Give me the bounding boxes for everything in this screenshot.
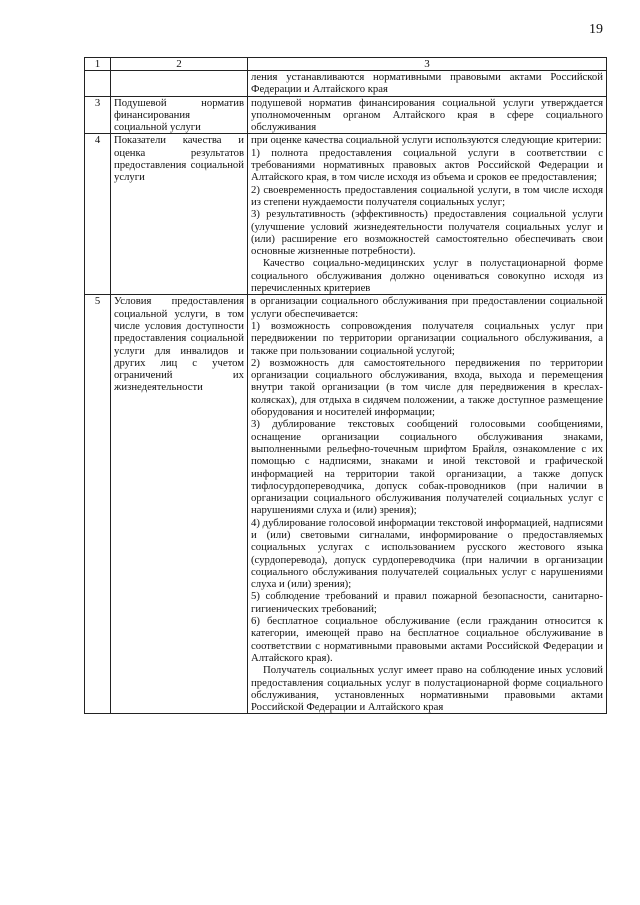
row-name: Условия предоставления социальной услуги, в том числе условия доступности предоставления социальной услуги для инвалидов и других лиц с учетом ограничений их жизнедеятельности	[111, 295, 248, 714]
row-name	[111, 71, 248, 97]
paragraph: 1) полнота предоставления социальной услуги в соответствии с требованиями нормативных правовых актов Российской Федерации и Алтайского края, в том числе исходя из объема и сроков ее предоставления;	[251, 146, 603, 184]
paragraph: 5) соблюдение требований и правил пожарной безопасности, санитарно-гигиенических требований;	[251, 590, 603, 615]
row-number	[85, 71, 111, 97]
header-col-1: 1	[85, 58, 111, 71]
paragraph: 2) возможность для самостоятельного передвижения по территории организации социального обслуживания, входа, выхода и перемещения внутри такой организации (в том числе для передвижения в креслах-колясках), для отдыха в сидячем положении, а также доступное размещение оборудования и носителей информации;	[251, 356, 603, 419]
paragraph: 1) возможность сопровождения получателя социальных услуг при передвижении по территории организации социального обслуживания, а также при пользовании социальной услугой;	[251, 319, 603, 357]
paragraph: 4) дублирование голосовой информации текстовой информацией, надписями и (или) световыми сигналами, информирование о предоставляемых социальных услугах с использованием русского жестового языка (сурдоперевода), допуск сурдопереводчика (при наличии в организации социального обслуживания получателей социальных услуг с нарушениями слуха и (или) зрения);	[251, 516, 603, 591]
page-number: 19	[589, 22, 603, 37]
row-content	[248, 96, 607, 134]
table-header-row	[85, 58, 607, 71]
service-table	[84, 57, 607, 714]
header-col-2: 2	[111, 58, 248, 71]
row-number: 5	[85, 295, 111, 714]
paragraph: 3) результативность (эффективность) предоставления социальной услуги (улучшение условий жизнедеятельности получателя социальных услуг и (или) расширение его возможностей самостоятельно обеспечивать свои основные жизненные потребности).	[251, 208, 603, 258]
paragraph: в организации социального обслуживания при предоставлении социальной услуги обеспечивается:	[251, 295, 603, 320]
row-content	[248, 134, 607, 295]
paragraph: ления устанавливаются нормативными правовыми актами Российской Федерации и Алтайского края	[251, 71, 603, 96]
row-number: 3	[85, 96, 111, 134]
row-content	[248, 71, 607, 97]
table-row	[85, 295, 607, 714]
table-row	[85, 134, 607, 295]
paragraph: 3) дублирование текстовых сообщений голосовыми сообщениями, оснащение организации социального обслуживания знаками, выполненными рельефно-точечным шрифтом Брайля, ознакомление с их помощью с надписями, знаками и иной текстовой и графической информацией на территории такой организации, а также допуск тифлосурдопереводчика, допуск собак-проводников (при наличии в организации социального обслуживания получателей социальных услуг с нарушениями слуха и (или) зрения);	[251, 418, 603, 517]
paragraph: 2) своевременность предоставления социальной услуги, в том числе исходя из степени нуждаемости получателя социальных услуг;	[251, 183, 603, 208]
paragraph: при оценке качества социальной услуги используются следующие критерии:	[251, 134, 602, 147]
paragraph: Получатель социальных услуг имеет право на соблюдение иных условий предоставления социальных услуг в полустационарной форме социального обслуживания, установленных нормативными правовыми актами Российской Федерации и Алтайского края	[251, 664, 603, 714]
row-name: Показатели качества и оценка результатов предоставления социальной услуги	[111, 134, 248, 295]
table-row	[85, 96, 607, 134]
header-col-3: 3	[248, 58, 607, 71]
paragraph: 6) бесплатное социальное обслуживание (если гражданин относится к категории, имеющей право на бесплатное социальное обслуживание в соответствии с нормативными правовыми актами Российской Федерации и Алтайского края).	[251, 615, 603, 664]
table-row	[85, 71, 607, 97]
row-number: 4	[85, 134, 111, 295]
paragraph: Качество социально-медицинских услуг в полустационарной форме социального обслуживания должно оцениваться совокупно исходя из перечисленных критериев	[251, 257, 603, 295]
row-name: Подушевой норматив финансирования социальной услуги	[111, 96, 248, 134]
paragraph: подушевой норматив финансирования социальной услуги утверждается уполномоченным органом Алтайского края в сфере социального обслуживания	[251, 96, 603, 134]
row-content	[248, 295, 607, 714]
